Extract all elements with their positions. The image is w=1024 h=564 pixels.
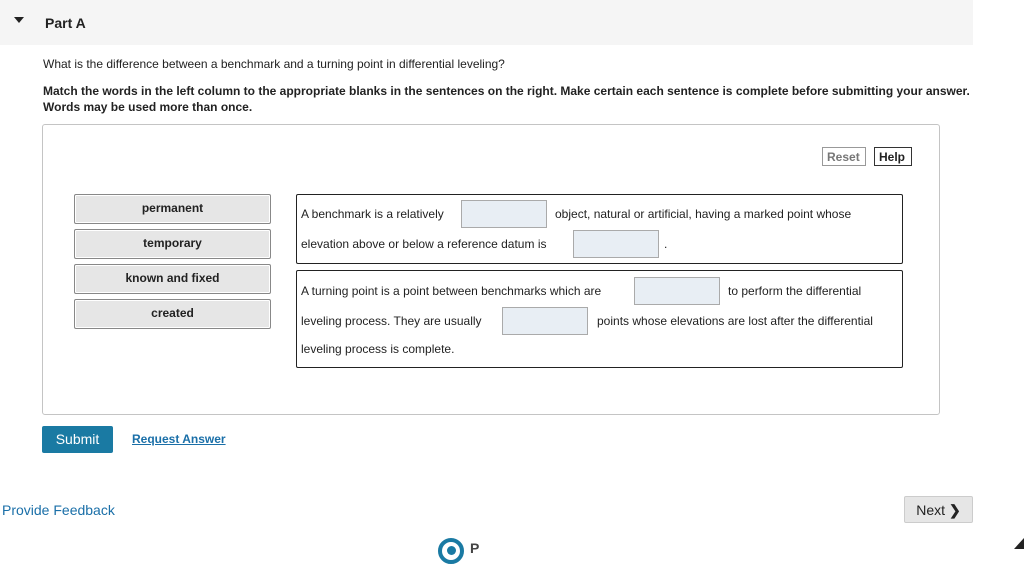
provide-feedback-link[interactable]: Provide Feedback xyxy=(2,502,115,518)
word-tile-created[interactable]: created xyxy=(74,299,271,329)
chevron-right-icon: ❯ xyxy=(949,502,961,518)
benchmark-text-3: elevation above or below a reference datum is xyxy=(301,237,547,251)
word-tile-permanent[interactable]: permanent xyxy=(74,194,271,224)
help-button[interactable]: Help xyxy=(874,147,912,166)
request-answer-link[interactable]: Request Answer xyxy=(132,432,226,446)
corner-decoration xyxy=(1014,538,1024,549)
benchmark-text-2: object, natural or artificial, having a marked point whose xyxy=(555,207,852,221)
drop-blank-benchmark-2[interactable] xyxy=(573,230,659,258)
benchmark-text-4: . xyxy=(664,237,668,251)
benchmark-text-1: A benchmark is a relatively xyxy=(301,207,444,221)
word-tile-temporary[interactable]: temporary xyxy=(74,229,271,259)
drop-blank-benchmark-1[interactable] xyxy=(461,200,547,228)
next-button[interactable] xyxy=(904,496,973,523)
part-header[interactable] xyxy=(0,0,973,45)
turning-point-text-5: leveling process is complete. xyxy=(301,342,455,356)
next-label: Next xyxy=(916,502,946,518)
word-tile-known-and-fixed[interactable]: known and fixed xyxy=(74,264,271,294)
instructions-text: Match the words in the left column to the appropriate blanks in the sentences on the right. Make certain each sentence is complete before submitting your answer. Words may be used more than once. xyxy=(43,84,970,114)
turning-point-text-2: to perform the differential xyxy=(728,284,862,298)
turning-point-text-3: leveling process. They are usually xyxy=(301,314,482,328)
drop-blank-turning-point-1[interactable] xyxy=(634,277,720,305)
reset-button[interactable]: Reset xyxy=(822,147,866,166)
question-text: What is the difference between a benchmark and a turning point in differential leveling? xyxy=(43,57,505,71)
drop-blank-turning-point-2[interactable] xyxy=(502,307,588,335)
logo-letter: P xyxy=(470,540,480,556)
turning-point-text-4: points whose elevations are lost after the differential xyxy=(597,314,873,328)
submit-button[interactable]: Submit xyxy=(42,426,113,453)
part-title: Part A xyxy=(45,15,86,31)
caret-down-icon[interactable] xyxy=(14,17,24,23)
turning-point-text-1: A turning point is a point between benchmarks which are xyxy=(301,284,602,298)
pearson-logo-icon xyxy=(438,538,464,564)
